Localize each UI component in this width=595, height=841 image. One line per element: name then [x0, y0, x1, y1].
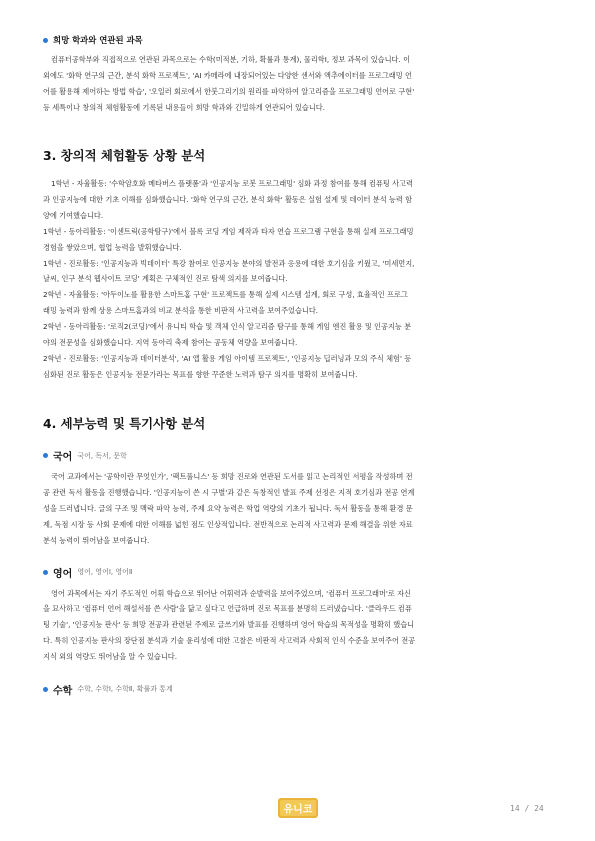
- text-line: 국어 교과에서는 '공학이란 무엇인가', '팩트풀니스' 등 희망 진로와 연관된 도서를 읽고 논리적인 서평을 작성하며 전: [51, 472, 413, 482]
- page-number: 14 / 24: [510, 804, 544, 813]
- text-line: 야의 전문성을 심화했습니다. 지역 동아리 축제 참여는 공동체 역량을 보여줍니다.: [43, 337, 298, 347]
- text-line: 등 세특이나 창의적 체험활동에 기록된 내용들이 희망 학과와 긴밀하게 연관되어 있습니다.: [43, 102, 326, 112]
- text-line: 어를 활용해 제어하는 방법 학습', '오일러 회로에서 한붓그리기의 원리를 파악하여 알고리즘을 프로그래밍 언어로 구현': [43, 86, 415, 96]
- korean-body: [43, 469, 555, 548]
- text-line: 분석 능력이 뛰어남을 보여줍니다.: [43, 535, 150, 545]
- text-line: 지식 외의 역량도 뛰어남을 알 수 있습니다.: [43, 651, 178, 661]
- subject-heading-math: [43, 682, 555, 697]
- subject-name: 국어: [53, 452, 73, 464]
- english-body: [43, 586, 555, 665]
- text-line: 1학년 - 동아리활동: '이센트릭(공학탐구)'에서 블록 코딩 게임 제작과 타자 연습 프로그램 구현을 통해 실제 프로그래밍: [43, 226, 414, 236]
- text-line: 영어 과목에서는 자기 주도적인 어휘 학습으로 뛰어난 어휘력과 순발력을 보여주었으며, '컴퓨터 프로그래머'로 자신: [51, 588, 411, 598]
- bullet-dot-icon: [43, 687, 48, 692]
- text-line: 1학년 - 진로활동: '인공지능과 빅데이터' 특강 참여로 인공지능 분야의 발전과 응용에 대한 호기심을 키웠고, '미세먼지,: [43, 258, 415, 268]
- text-line: 2학년 - 진로활동: '인공지능과 데이터분석', 'AI 앱 활용 게임 아이템 프로젝트', '인공지능 딥러닝과 모의 주식 체험' 등: [43, 353, 412, 363]
- subject-detail: 영어, 영어Ⅰ, 영어Ⅱ: [77, 568, 133, 577]
- section-4-title: 4. 세부능력 및 특기사항 분석: [43, 416, 206, 432]
- subject-name: 영어: [53, 568, 73, 580]
- subject-heading-korean: [43, 448, 555, 463]
- related-courses-body: [43, 52, 555, 115]
- text-line: 래밍 능력과 함께 상용 스마트홈과의 비교 분석을 통한 비판적 사고력을 보여주었습니다.: [43, 306, 319, 316]
- text-line: 컴퓨터공학부와 직접적으로 연관된 과목으로는 수학(미적분, 기하, 확률과 통계), 물리학Ⅰ, 정보 과목이 있습니다. 이: [51, 55, 411, 64]
- text-line: 외에도 '화학 연구의 근간, 분석 화학 프로젝트', 'AI 카메라에 내장되어있는 다양한 센서와 액추에이터를 프로그래밍 언: [43, 70, 412, 80]
- text-line: 경험을 쌓았으며, 협업 능력을 발휘했습니다.: [43, 242, 182, 252]
- text-line: 2학년 - 자율활동: '아두이노를 활용한 스마트홈 구현' 프로젝트를 통해 실제 시스템 설계, 회로 구성, 효율적인 프로그: [43, 290, 408, 300]
- logo-text: 유니코: [283, 804, 313, 816]
- text-line: 양에 기여했습니다.: [43, 211, 104, 221]
- subject-detail: 수학, 수학Ⅰ, 수학Ⅱ, 확률과 통계: [77, 685, 173, 694]
- page-content: [43, 34, 555, 703]
- creative-activities-body: [43, 176, 555, 382]
- text-line: 팅 기술', '인공지능 판사' 등 희망 전공과 관련된 주제로 글쓰기와 발표를 진행하며 영어 학습의 목적성을 명확히 했습니: [43, 620, 415, 630]
- related-courses-heading: [43, 34, 555, 46]
- bullet-dot-icon: [43, 570, 48, 575]
- text-line: 을 묘사하고 '컴퓨터 언어 해설서를 쓴 사람'을 닮고 싶다고 언급하며 진로 목표를 분명히 드러냈습니다. '클라우드 컴퓨: [43, 604, 412, 614]
- text-line: 2학년 - 동아리활동: '로직2(코딩)'에서 유니티 학습 및 객체 인식 알고리즘 탐구를 통해 게임 엔진 활용 및 인공지능 분: [43, 321, 412, 331]
- subject-detail: 국어, 독서, 문학: [77, 451, 127, 460]
- text-line: 심화된 진로 활동은 인공지능 전문가라는 목표를 향한 꾸준한 노력과 탐구 의지를 명확히 보여줍니다.: [43, 369, 358, 379]
- text-line: 1학년 - 자율활동: '수학암호화 메타버스 플랫폼'과 '인공지능 로봇 프로그래밍' 심화 과정 참여를 통해 컴퓨팅 사고력: [51, 179, 413, 189]
- text-line: 제, 독점 시장 등 사회 문제에 대한 이해를 넓힌 점도 인상적입니다. 전반적으로 논리적 사고력과 문제 해결을 위한 자료: [43, 519, 413, 529]
- subject-name: 수학: [53, 685, 73, 697]
- text-line: 성을 드러냅니다. 글의 구조 및 맥락 파악 능력, 주제 요약 능력은 학업 역량의 기초가 됩니다. 독서 활동을 통해 환경 문: [43, 504, 413, 514]
- text-line: 과 인공지능에 대한 기초 이해를 심화했습니다. '화학 연구의 근간, 분석 화학' 활동은 실험 설계 및 데이터 분석 능력 함: [43, 195, 413, 205]
- subject-heading-english: [43, 565, 555, 580]
- section-3-title: 3. 창의적 체험활동 상황 분석: [43, 148, 206, 164]
- bullet-dot-icon: [43, 38, 48, 43]
- text-line: 다. 특히 인공지능 판사의 장단점 분석과 기술 윤리성에 대한 고찰은 비판적 사고력과 사회적 인식 수준을 보여주어 전공: [43, 636, 416, 646]
- related-courses-title: 희망 학과와 연관된 과목: [53, 35, 143, 45]
- text-line: 공 관련 독서 활동을 진행했습니다. '인공지능이 쓴 시 구별'과 같은 독창적인 발표 주제 선정은 지적 호기심과 전공 연계: [43, 488, 415, 498]
- unico-logo-icon: [277, 797, 319, 819]
- bullet-dot-icon: [43, 453, 48, 458]
- text-line: 날씨, 인구 분석 웹사이트 코딩' 계획은 구체적인 진로 탐색 의지를 보여줍니다.: [43, 274, 288, 284]
